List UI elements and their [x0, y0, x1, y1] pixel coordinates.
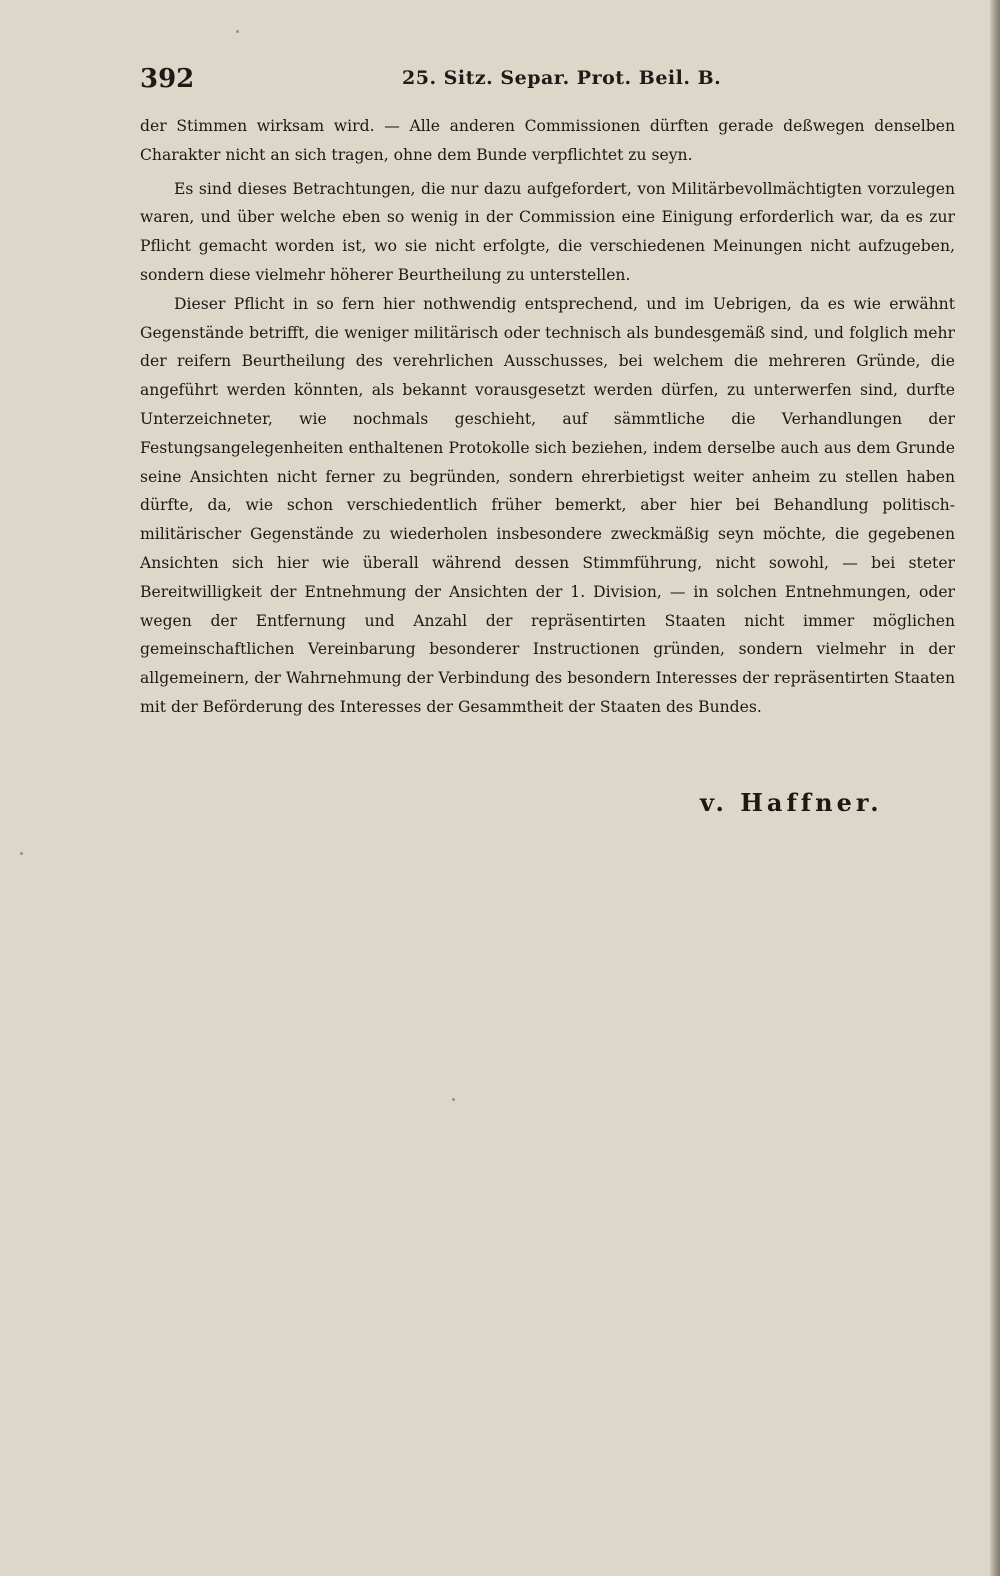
page-edge-shadow	[990, 0, 1000, 1576]
paragraph-continuation: der Stimmen wirksam wird. — Alle anderen Commissionen dürften gerade deßwegen denselben Charakter nicht an sich tragen, ohne dem Bunde verpflichtet zu seyn.	[140, 117, 955, 164]
paragraph-duty: Dieser Pflicht in so fern hier nothwendig entsprechend, und im Uebrigen, da es wie erwähnt Gegenstände betrifft, die weniger militärisch oder technisch als bundesgemäß sind, und folglich mehr der reifern Beurtheilung des verehrlichen Ausschusses, bei welchem die mehreren Gründe, die angeführt werden könnten, als bekannt vorausgesetzt werden dürfen, zu unterwerfen sind, durfte Unterzeichneter, wie nochmals geschieht, auf sämmtliche die Verhandlungen der Festungsangelegenheiten enthaltenen Protokolle sich beziehen, indem derselbe auch aus dem Grunde seine Ansichten nicht ferner zu begründen, sondern ehrerbietigst weiter anheim zu stellen haben dürfte, da, wie schon verschiedentlich früher bemerkt, aber hier bei Behandlung politisch-militärischer Gegenstände zu wiederholen insbesondere zweckmäßig seyn möchte, die gegebenen Ansichten sich hier wie überall während dessen Stimmführung, nicht sowohl, — bei steter Bereitwilligkeit der Entnehmung der Ansichten der 1. Division, — in solchen Entnehmungen, oder wegen der Entfernung und Anzahl der repräsentirten Staaten nicht immer möglichen gemeinschaftlichen Vereinbarung besonderer Instructionen gründen, sondern vielmehr in der allgemeinern, der Wahrnehmung der Verbindung des besondern Interesses der repräsentirten Staaten mit der Beförderung des Interesses der Gesammtheit der Staaten des Bundes.	[140, 294, 955, 716]
paper-speck	[20, 852, 23, 855]
signature: v. Haffner.	[700, 788, 883, 817]
paragraph-considerations: Es sind dieses Betrachtungen, die nur dazu aufgefordert, von Militärbevollmächtigten vorzulegen waren, und über welche eben so wenig in der Commission eine Einigung erforderlich war, da es zur Pflicht gemacht worden ist, wo sie nicht erfolgte, die verschiedenen Meinungen nicht aufzugeben, sondern diese vielmehr höherer Beurtheilung zu unterstellen.	[140, 179, 955, 284]
page-header	[140, 64, 960, 100]
paper-speck	[236, 30, 239, 33]
paper-speck	[452, 1098, 455, 1101]
running-head: 25. Sitz. Separ. Prot. Beil. B.	[402, 67, 722, 89]
page-number: 392	[140, 64, 195, 94]
body-text	[140, 112, 955, 722]
